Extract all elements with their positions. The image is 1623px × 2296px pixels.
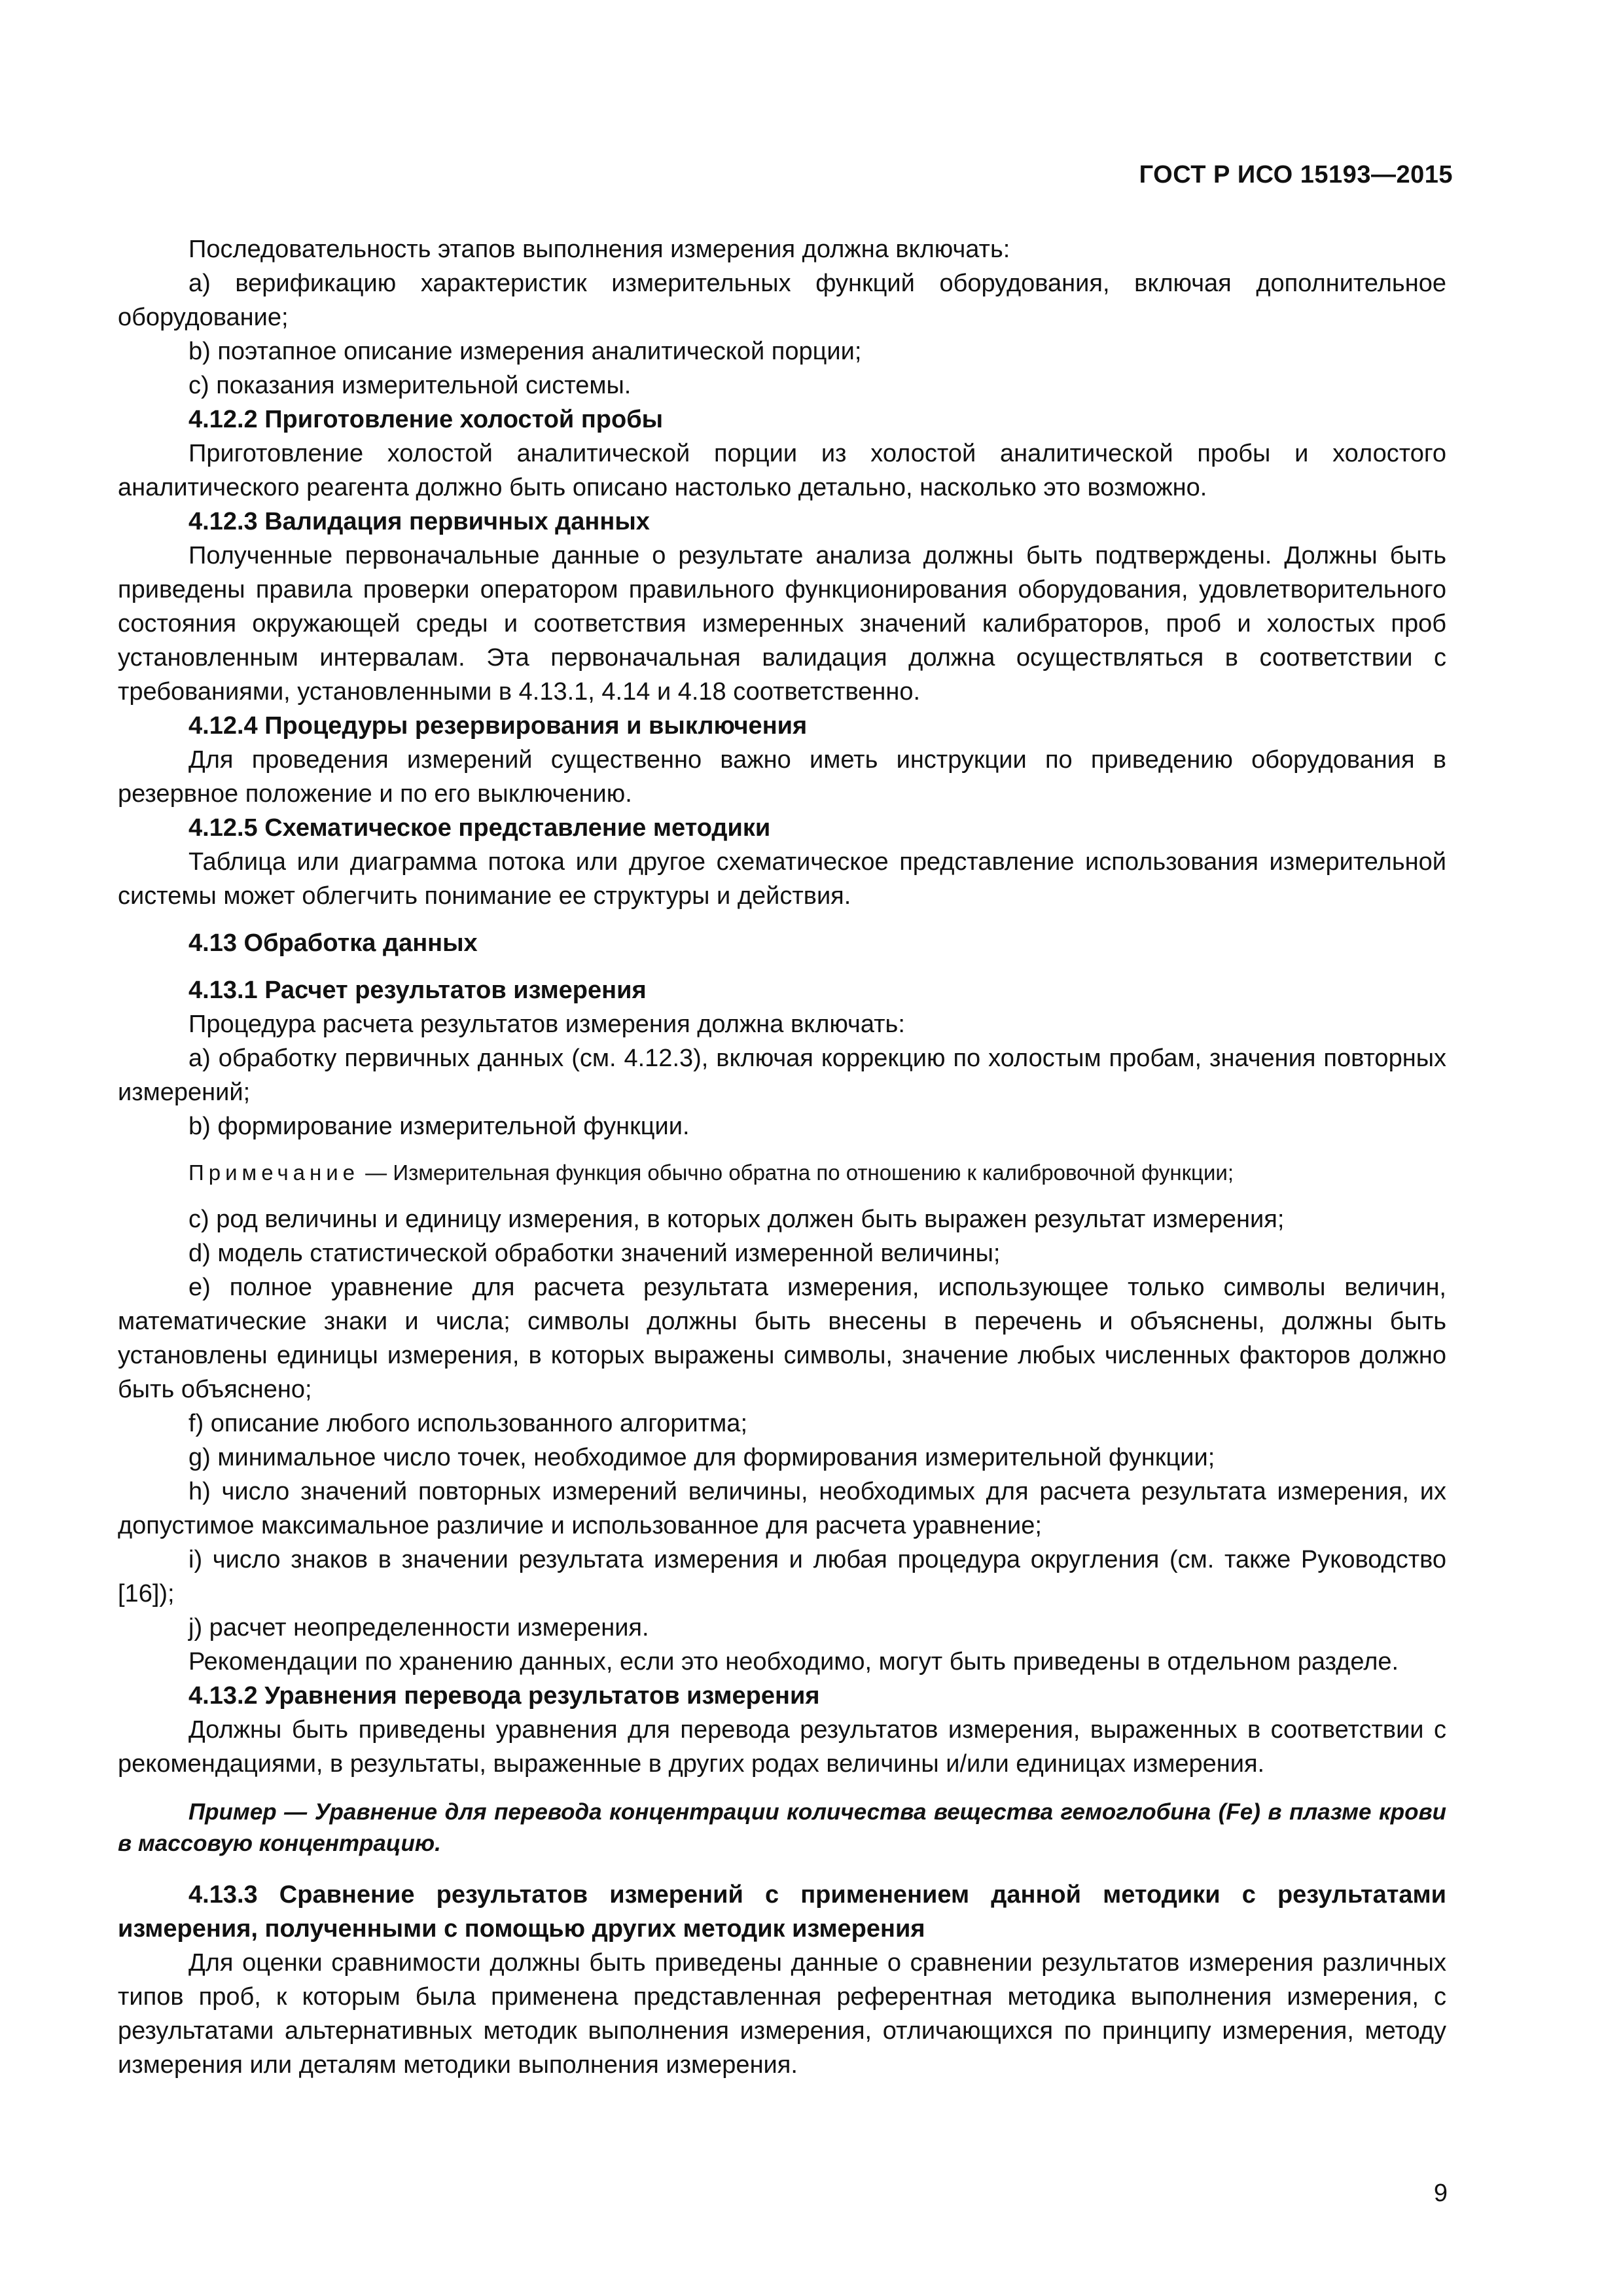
list-item-4-13-1-j: j) расчет неопределенности измерения. bbox=[188, 1614, 649, 1641]
heading-4-12-5: 4.12.5 Схематическое представление методики bbox=[188, 814, 771, 842]
list-item-4-13-1-i: i) число знаков в значении результата измерения и любая процедура округления (см. также Руководство [16]); bbox=[118, 1546, 1446, 1607]
sequence-item-c: c) показания измерительной системы. bbox=[188, 372, 632, 399]
heading-4-13-3: 4.13.3 Сравнение результатов измерений с применением данной методики с результатами измерения, полученными с помощью других методик измерения bbox=[118, 1881, 1446, 1943]
sequence-item-b: b) поэтапное описание измерения аналитической порции; bbox=[188, 338, 862, 365]
note bbox=[118, 1158, 1446, 1188]
list-item-4-13-1-g: g) минимальное число точек, необходимое для формирования измерительной функции; bbox=[188, 1444, 1215, 1471]
list-item-4-13-1-b: b) формирование измерительной функции. bbox=[188, 1113, 690, 1140]
page-content bbox=[118, 232, 1446, 2082]
note-label: Примечание bbox=[188, 1160, 360, 1185]
heading-4-12-2: 4.12.2 Приготовление холостой пробы bbox=[188, 406, 664, 433]
paragraph-4-12-3: Полученные первоначальные данные о результате анализа должны быть подтверждены. Должны быть приведены правила проверки оператором правильного функционирования оборудования, удовлетворительного состояния окружающей среды и соответствия измеренных значений калибраторов, проб и холостых проб установленным интервалам. Эта первоначальная валидация должна осуществляться в соответствии с требованиями, установленными в 4.13.1, 4.14 и 4.18 соответственно. bbox=[118, 542, 1446, 706]
sequence-intro: Последовательность этапов выполнения измерения должна включать: bbox=[188, 236, 1010, 263]
paragraph-4-12-4: Для проведения измерений существенно важно иметь инструкции по приведению оборудования в резервное положение и по его выключению. bbox=[118, 746, 1446, 808]
heading-4-13: 4.13 Обработка данных bbox=[188, 929, 478, 957]
paragraph-4-12-5: Таблица или диаграмма потока или другое схематическое представление использования измерительной системы может облегчить понимание ее структуры и действия. bbox=[118, 848, 1446, 910]
paragraph-4-13-2: Должны быть приведены уравнения для перевода результатов измерения, выраженных в соответствии с рекомендациями, в результаты, выраженные в других родах величины и/или единицах измерения. bbox=[118, 1716, 1446, 1778]
paragraph-data-storage: Рекомендации по хранению данных, если это необходимо, могут быть приведены в отдельном разделе. bbox=[188, 1648, 1399, 1676]
list-item-4-13-1-f: f) описание любого использованного алгоритма; bbox=[188, 1410, 747, 1437]
note-text: — Измерительная функция обычно обратна по отношению к калибровочной функции; bbox=[359, 1160, 1234, 1185]
list-item-4-13-1-a: а) обработку первичных данных (см. 4.12.3), включая коррекцию по холостым пробам, значения повторных измерений; bbox=[118, 1045, 1446, 1106]
paragraph-4-13-3: Для оценки сравнимости должны быть приведены данные о сравнении результатов измерения различных типов проб, к которым была применена представленная референтная методика выполнения измерения, с результатами альтернативных методик выполнения измерения, отличающихся по принципу измерения, методу измерения или деталям методики выполнения измерения. bbox=[118, 1949, 1446, 2079]
list-item-4-13-1-d: d) модель статистической обработки значений измеренной величины; bbox=[188, 1240, 1001, 1267]
example-4-13-2: Пример — Уравнение для перевода концентрации количества вещества гемоглобина (Fe) в плазме крови в массовую концентрацию. bbox=[118, 1799, 1446, 1856]
sequence-item-a: а) верификацию характеристик измерительных функций оборудования, включая дополнительное оборудование; bbox=[118, 270, 1446, 331]
heading-4-13-1: 4.13.1 Расчет результатов измерения bbox=[188, 977, 647, 1004]
heading-4-12-3: 4.12.3 Валидация первичных данных bbox=[188, 508, 650, 535]
list-item-4-13-1-c: c) род величины и единицу измерения, в которых должен быть выражен результат измерения; bbox=[188, 1206, 1285, 1233]
page-number: 9 bbox=[1433, 2179, 1448, 2207]
paragraph-4-13-1-intro: Процедура расчета результатов измерения должна включать: bbox=[188, 1011, 905, 1038]
heading-4-13-2: 4.13.2 Уравнения перевода результатов измерения bbox=[188, 1682, 820, 1710]
list-item-4-13-1-e: e) полное уравнение для расчета результата измерения, использующее только символы величин, математические знаки и числа; символы должны быть внесены в перечень и объяснены, должны быть установлены единицы измерения, в которых выражены символы, значение любых численных факторов должно быть объяснено; bbox=[118, 1274, 1446, 1403]
paragraph-4-12-2: Приготовление холостой аналитической порции из холостой аналитической пробы и холостого аналитического реагента должно быть описано настолько детально, насколько это возможно. bbox=[118, 440, 1446, 501]
list-item-4-13-1-h: h) число значений повторных измерений величины, необходимых для расчета результата измерения, их допустимое максимальное различие и использованное для расчета уравнение; bbox=[118, 1478, 1446, 1539]
document-code-header: ГОСТ Р ИСО 15193—2015 bbox=[1139, 161, 1453, 188]
heading-4-12-4: 4.12.4 Процедуры резервирования и выключения bbox=[188, 712, 808, 740]
